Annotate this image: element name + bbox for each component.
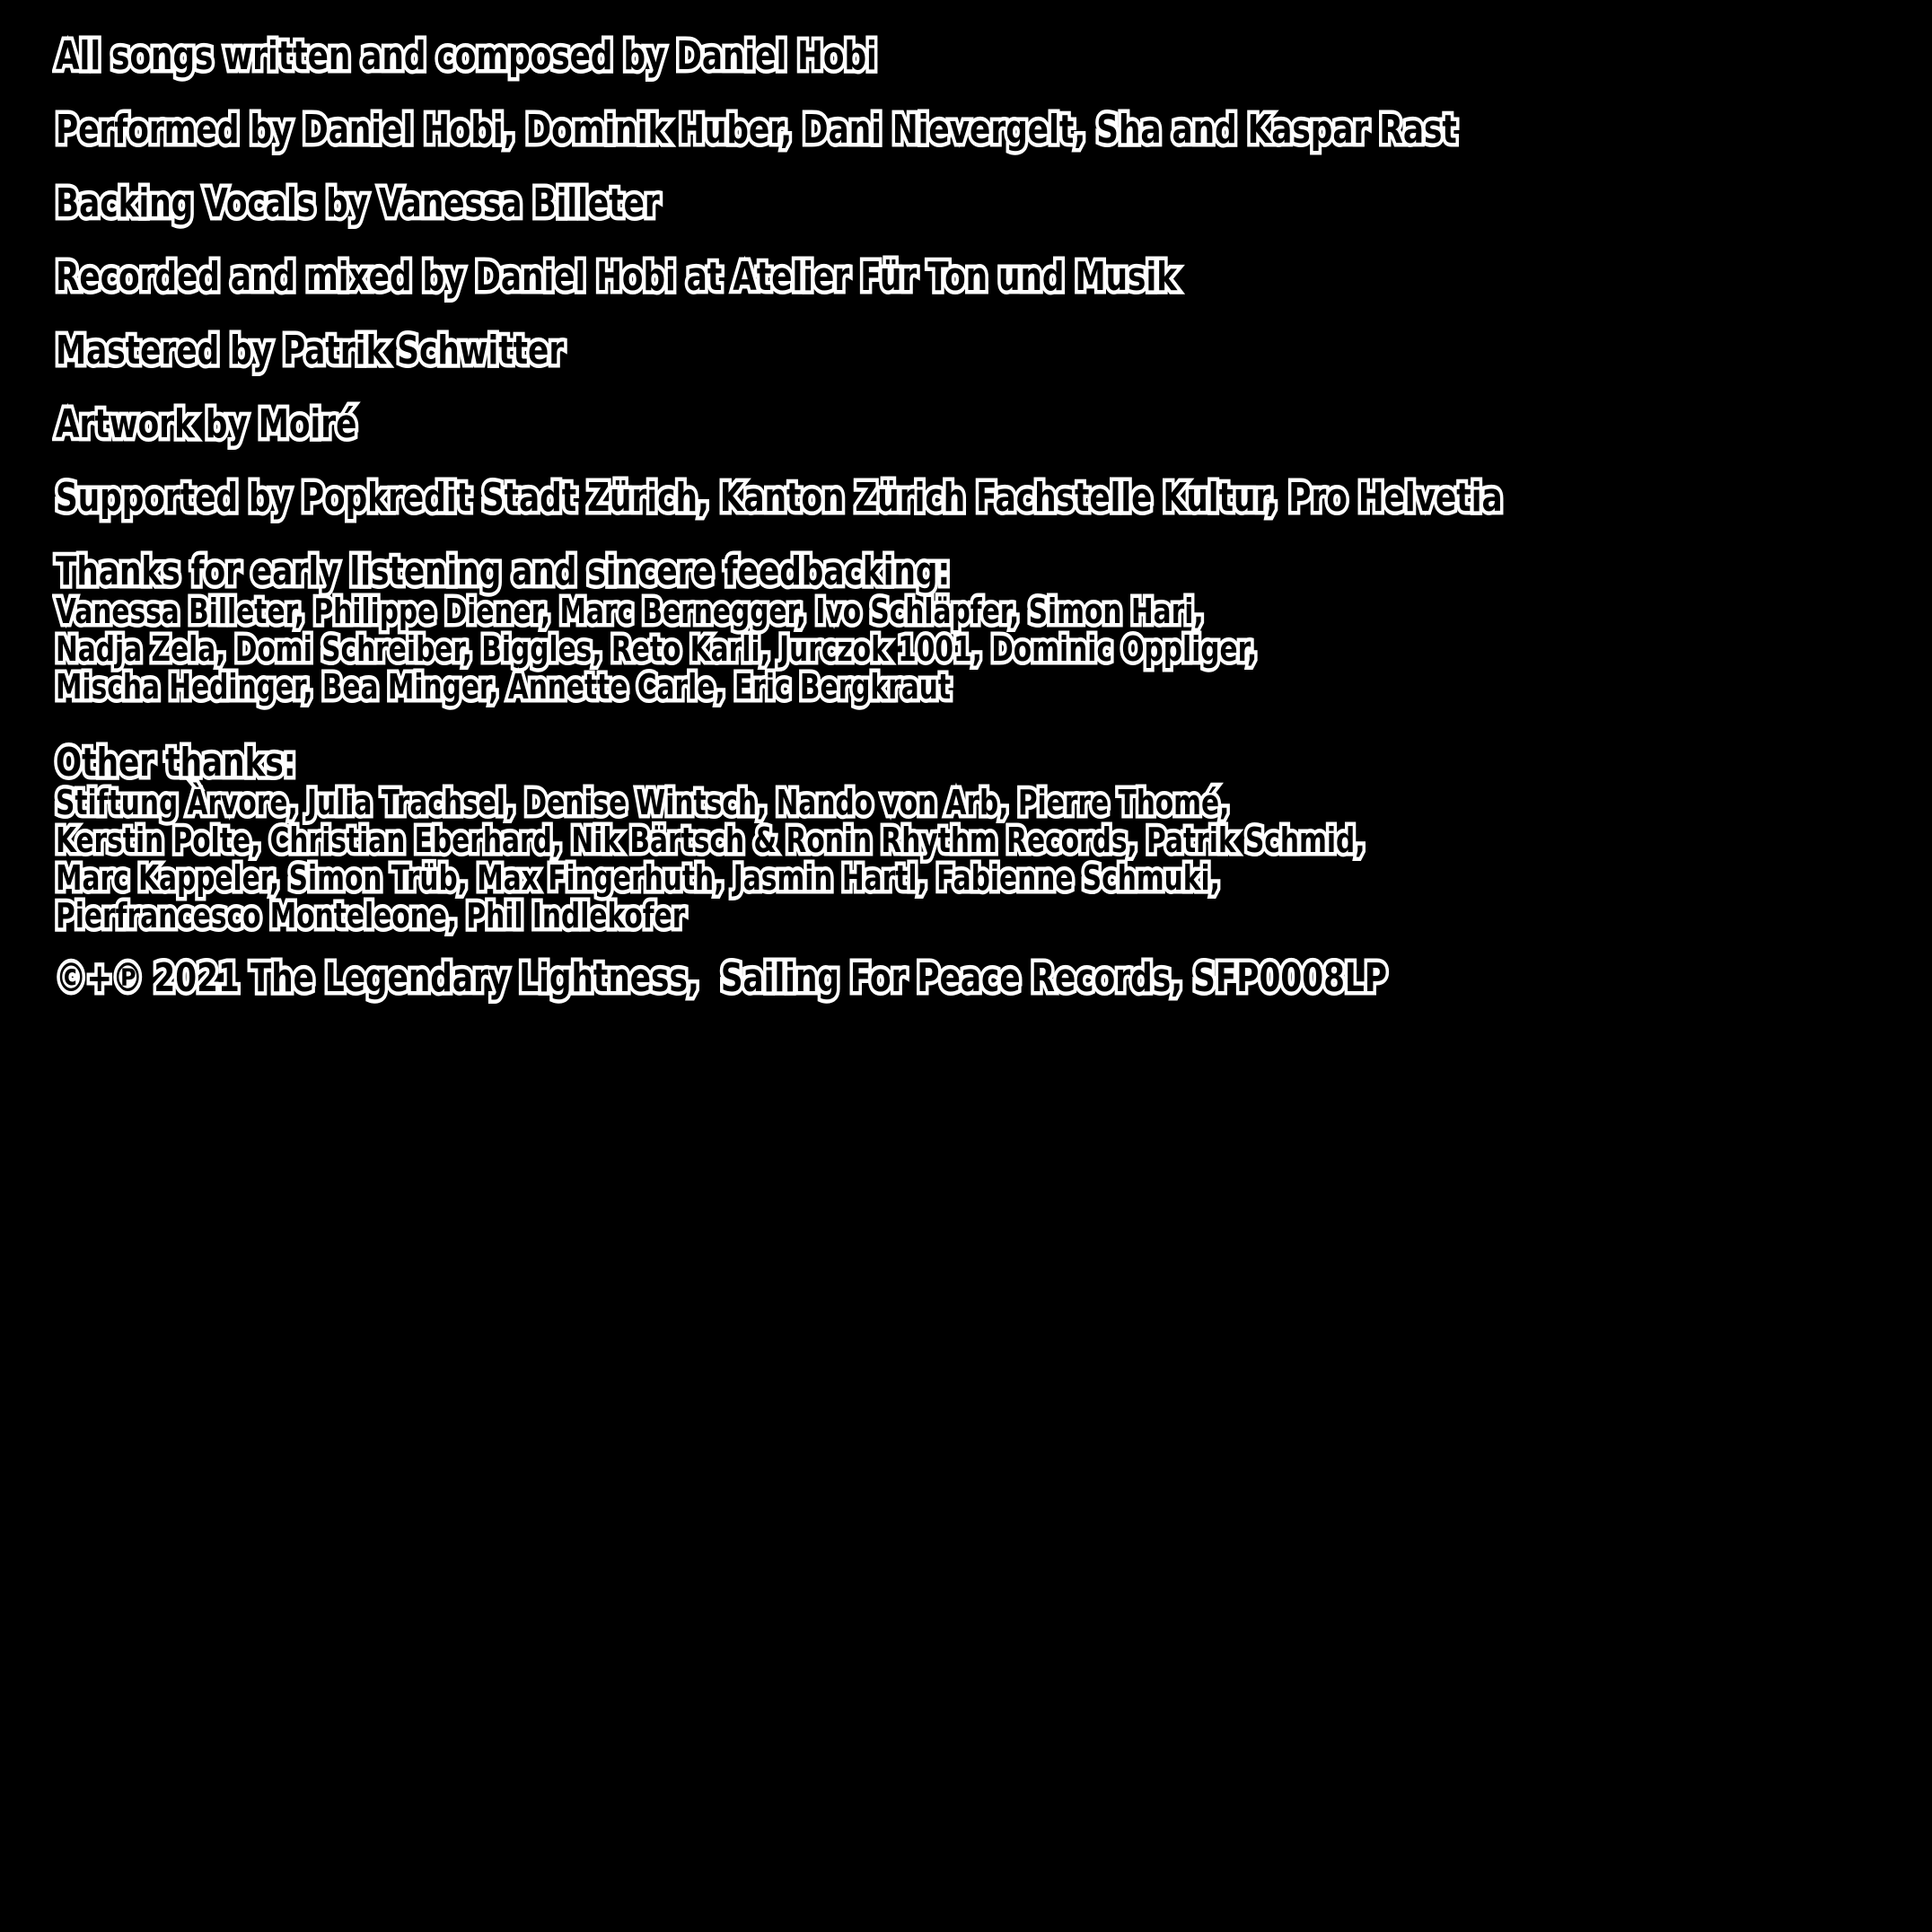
credit-line-recorded: Recorded and mixed by Daniel Hobi at Atelier Für Ton und Musik [56,254,1178,300]
credit-line-written: All songs written and composed by Daniel Hobi [56,33,877,79]
early-thanks-section [56,551,1471,706]
credit-line-performed: Performed by Daniel Hobi, Dominik Huber, Dani Nievergelt, Sha and Kaspar Rast [56,107,1457,153]
other-thanks-line: Pierfrancesco Monteleone, Phil Indlekofer [56,896,686,935]
copyright-line: ©+℗ 2021 The Legendary Lightness, Sailing For Peace Records, SFP0008LP [56,955,1387,1001]
other-thanks-section [56,742,1471,935]
other-thanks-line: Kerstin Polte, Christian Eberhard, Nik Bärtsch & Ronin Rhythm Records, Patrik Schmid, [56,821,1366,860]
other-thanks-heading: Other thanks: [56,740,296,786]
early-thanks-line: Mischa Hedinger, Bea Minger, Annette Carle, Eric Bergkraut [56,667,952,707]
album-credits [56,33,1503,1001]
credit-line-supported: Supported by Popkredit Stadt Zürich, Kanton Zürich Fachstelle Kultur, Pro Helvetia [56,475,1503,521]
early-thanks-line: Nadja Zela, Domi Schreiber, Biggles, Reto Karli, Jurczok 1001, Dominic Oppliger, [56,629,1258,669]
credit-line-backing-vocals: Backing Vocals by Vanessa Billeter [56,180,660,226]
early-thanks-line: Vanessa Billeter, Philippe Diener, Marc Bernegger, Ivo Schläpfer, Simon Hari, [56,592,1204,631]
other-thanks-line: Marc Kappeler, Simon Trüb, Max Fingerhuth, Jasmin Hartl, Fabienne Schmuki, [56,858,1220,898]
credit-line-mastered: Mastered by Patrik Schwitter [56,328,565,373]
other-thanks-line: Stiftung Àrvore, Julia Trachsel, Denise Wintsch, Nando von Arb, Pierre Thomé, [56,783,1230,822]
early-thanks-heading: Thanks for early listening and sincere feedbacking: [56,549,951,594]
credit-line-artwork: Artwork by Moiré [56,401,357,447]
